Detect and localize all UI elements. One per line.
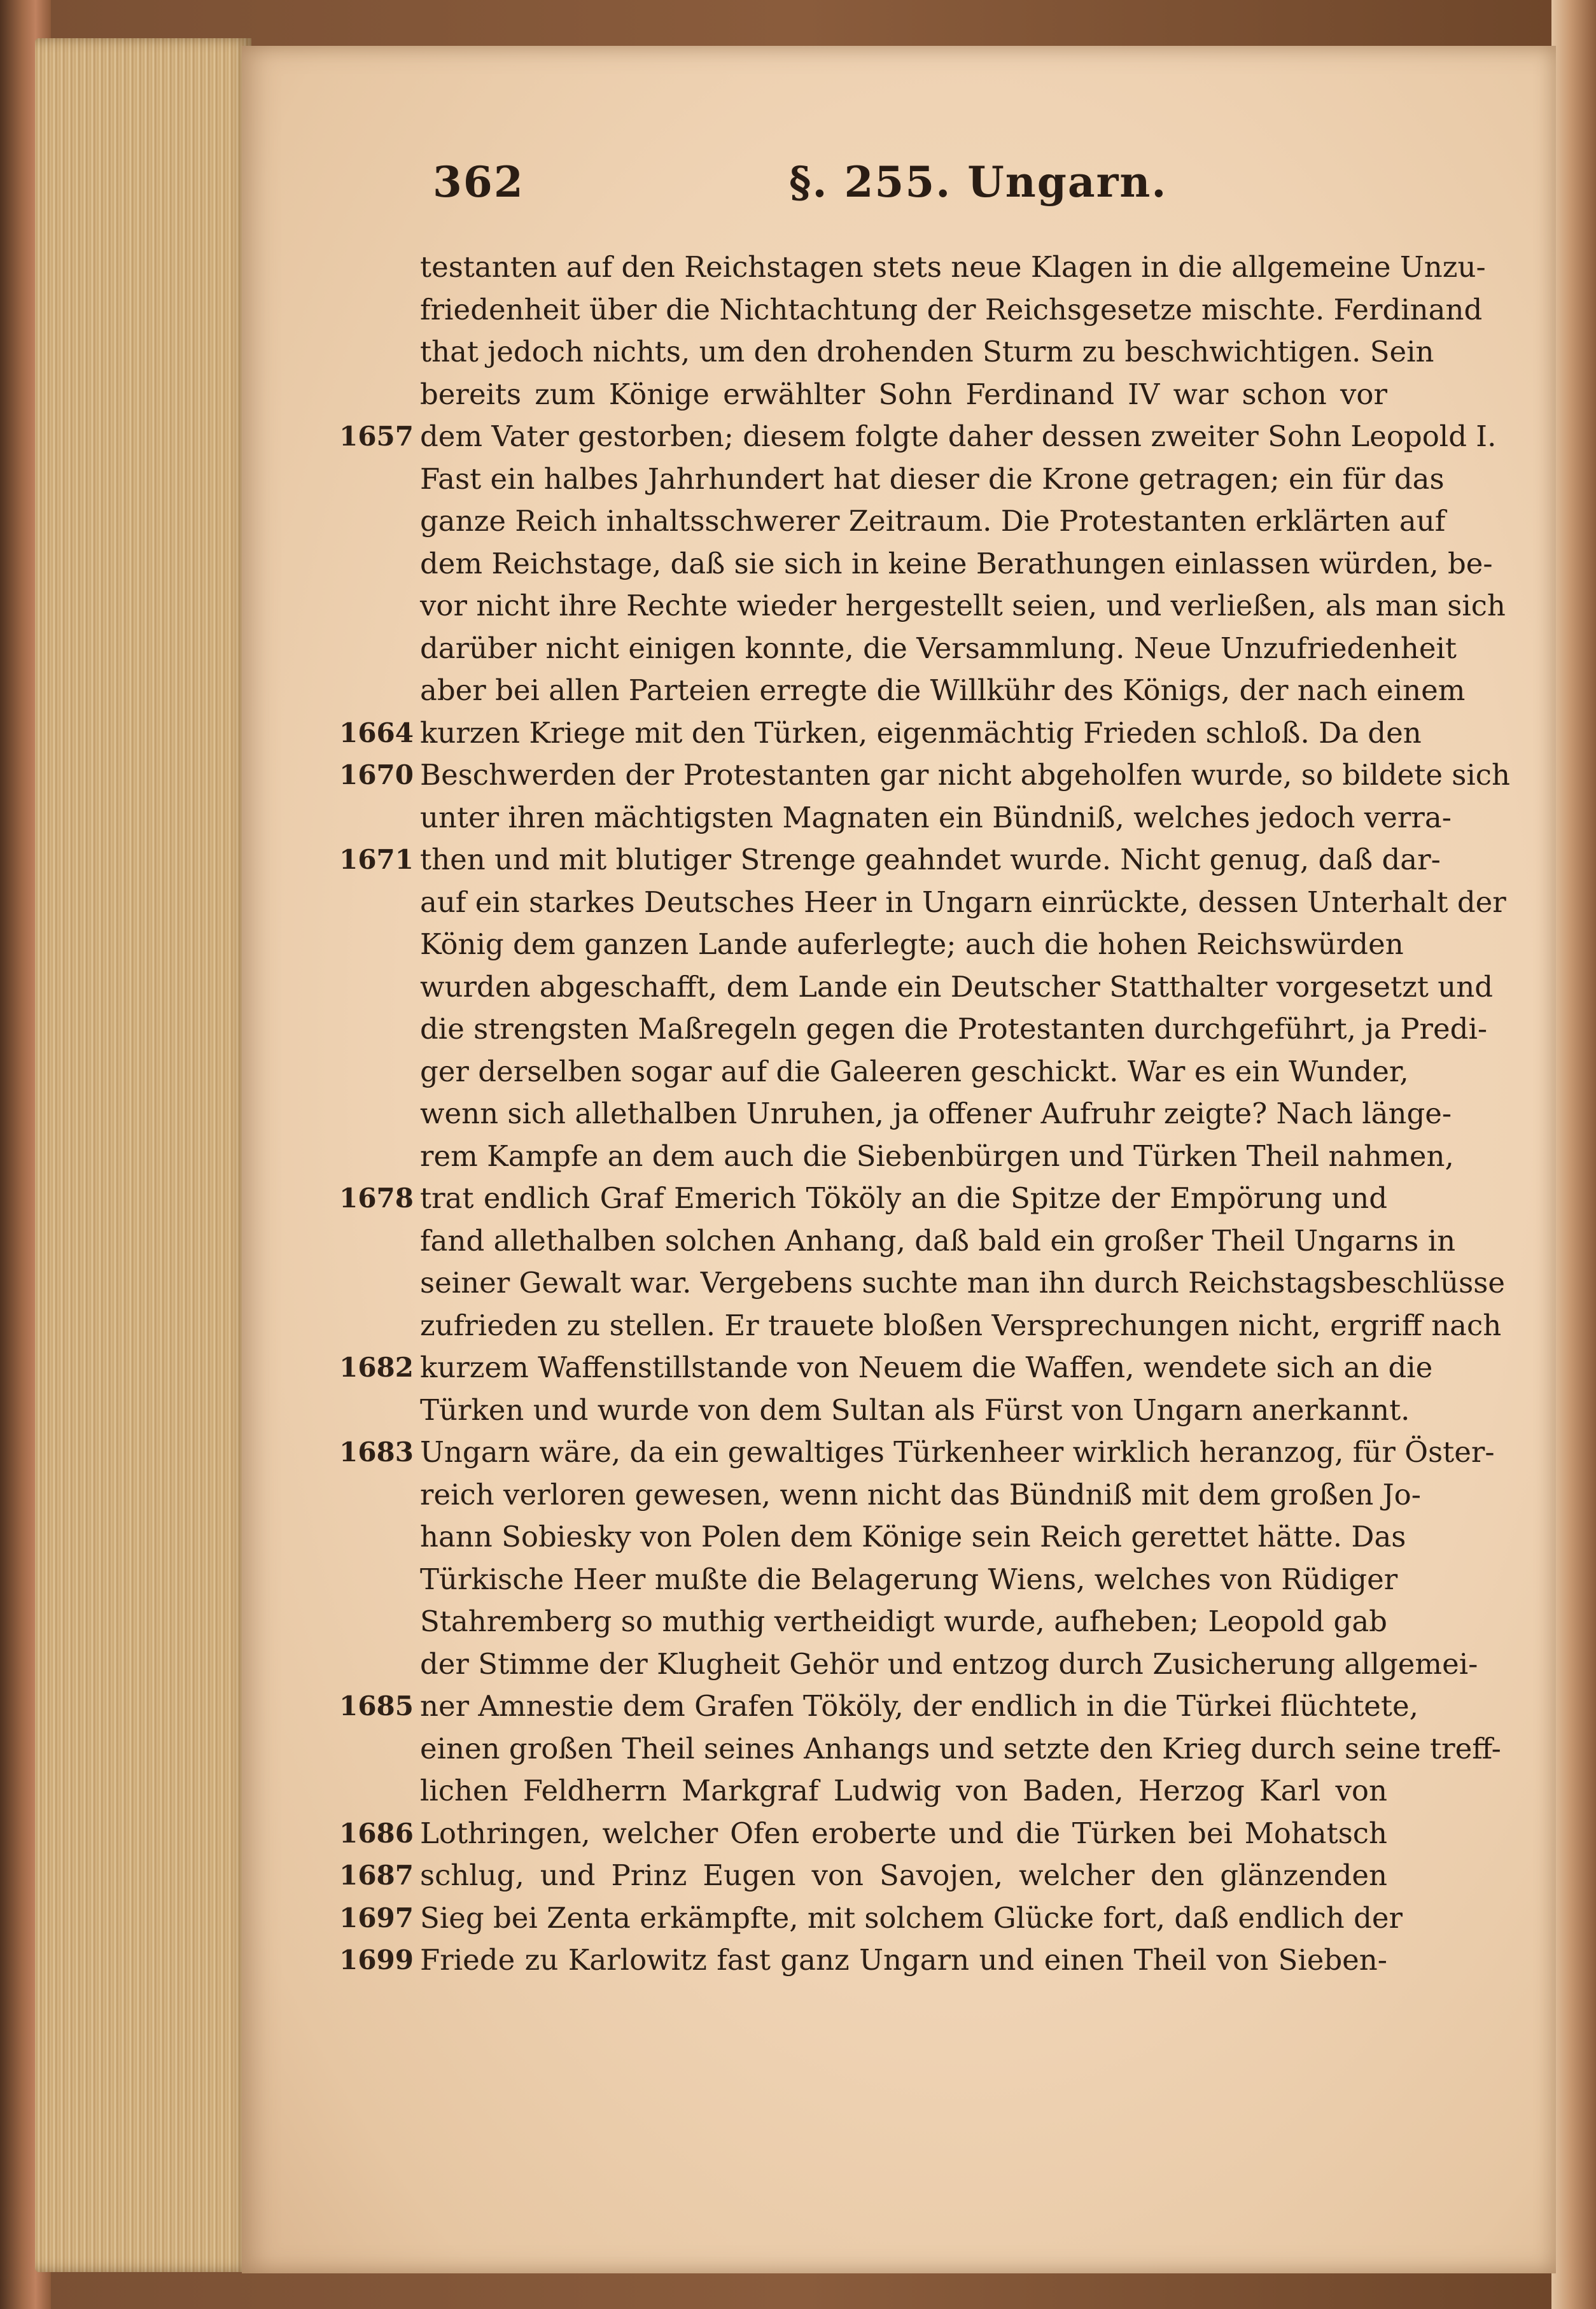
line-text: bereits zum Könige erwählter Sohn Ferdinand IV war schon vor xyxy=(420,377,1387,411)
line-text: wurden abgeschafft, dem Lande ein Deutscher Statthalter vorgesetzt und xyxy=(420,969,1494,1004)
text-line xyxy=(420,1135,1454,1178)
text-line xyxy=(420,585,1506,628)
text-line xyxy=(420,543,1493,586)
line-text: wenn sich allethalben Unruhen, ja offener Aufruhr zeigte? Nach länge- xyxy=(420,1097,1452,1130)
text-line xyxy=(339,1813,1387,1855)
margin-year: 1697 xyxy=(339,1902,414,1934)
margin-year: 1687 xyxy=(339,1860,414,1891)
line-text: die strengsten Maßregeln gegen die Protestanten durchgeführt, ja Predi- xyxy=(420,1012,1488,1046)
text-line xyxy=(339,1897,1403,1940)
line-text: trat endlich Graf Emerich Tököly an die Spitze der Empörung und xyxy=(420,1181,1387,1215)
text-line xyxy=(420,289,1483,332)
line-text: Fast ein halbes Jahrhundert hat dieser die Krone getragen; ein für das xyxy=(420,461,1445,496)
text-line xyxy=(420,1559,1398,1601)
text-line xyxy=(420,628,1457,670)
page-number: 362 xyxy=(433,157,524,207)
text-line xyxy=(420,1220,1456,1263)
line-text: Türken und wurde von dem Sultan als Fürst von Ungarn anerkannt. xyxy=(420,1393,1410,1427)
book-page xyxy=(242,46,1556,2273)
line-text: rem Kampfe an dem auch die Siebenbürgen und Türken Theil nahmen, xyxy=(420,1139,1454,1173)
text-line xyxy=(420,331,1434,374)
text-line xyxy=(420,1262,1505,1305)
line-text: zufrieden zu stellen. Er trauete bloßen Versprechungen nicht, ergriff nach xyxy=(420,1308,1502,1342)
line-text: reich verloren gewesen, wenn nicht das Bündniß mit dem großen Jo- xyxy=(420,1477,1421,1512)
line-text: Türkische Heer mußte die Belagerung Wiens, welches von Rüdiger xyxy=(420,1562,1398,1596)
text-line xyxy=(420,458,1445,501)
text-line xyxy=(420,1474,1421,1517)
line-text: ger derselben sogar auf die Galeeren geschickt. War es ein Wunder, xyxy=(420,1054,1409,1088)
text-line xyxy=(339,1347,1433,1389)
line-text: Stahremberg so muthig vertheidigt wurde, aufheben; Leopold gab xyxy=(420,1604,1387,1638)
line-text: vor nicht ihre Rechte wieder hergestellt seien, und verließen, als man sich xyxy=(420,589,1506,622)
line-text: ganze Reich inhaltsschwerer Zeitraum. Die Protestanten erklärten auf xyxy=(420,504,1446,538)
text-line xyxy=(339,1855,1387,1897)
text-line xyxy=(420,1516,1406,1559)
line-text: Ungarn wäre, da ein gewaltiges Türkenheer wirklich heranzog, für Öster- xyxy=(420,1435,1495,1469)
line-text: schlug, und Prinz Eugen von Savojen, welcher den glänzenden xyxy=(420,1858,1387,1892)
line-text: dem Vater gestorben; diesem folgte daher dessen zweiter Sohn Leopold I. xyxy=(420,419,1497,453)
line-text: hann Sobiesky von Polen dem Könige sein Reich gerettet hätte. Das xyxy=(420,1520,1406,1554)
margin-year: 1686 xyxy=(339,1817,414,1849)
text-line xyxy=(420,1728,1501,1771)
line-text: fand allethalben solchen Anhang, daß bald ein großer Theil Ungarns in xyxy=(420,1223,1456,1258)
margin-year: 1657 xyxy=(339,421,414,452)
text-line xyxy=(420,1305,1502,1347)
text-line xyxy=(420,966,1494,1009)
text-line xyxy=(420,670,1466,712)
facing-page-edge xyxy=(1551,0,1596,2309)
line-text: Friede zu Karlowitz fast ganz Ungarn und einen Theil von Sieben- xyxy=(420,1943,1387,1977)
section-title: §. 255. Ungarn. xyxy=(789,157,1168,207)
line-text: kurzen Kriege mit den Türken, eigenmächtig Frieden schloß. Da den xyxy=(420,715,1422,750)
line-text: König dem ganzen Lande auferlegte; auch die hohen Reichswürden xyxy=(420,927,1404,961)
line-text: lichen Feldherrn Markgraf Ludwig von Baden, Herzog Karl von xyxy=(420,1774,1387,1807)
line-text: dem Reichstage, daß sie sich in keine Berathungen einlassen würden, be- xyxy=(420,546,1493,580)
line-text: Lothringen, welcher Ofen eroberte und die Türken bei Mohatsch xyxy=(420,1816,1387,1850)
page-stack xyxy=(35,38,251,2272)
text-line xyxy=(420,1051,1409,1093)
line-text: that jedoch nichts, um den drohenden Sturm zu beschwichtigen. Sein xyxy=(420,335,1434,368)
text-line xyxy=(339,1685,1418,1728)
line-text: einen großen Theil seines Anhangs und setzte den Krieg durch seine treff- xyxy=(420,1731,1501,1765)
line-text: auf ein starkes Deutsches Heer in Ungarn einrückte, dessen Unterhalt der xyxy=(420,885,1506,919)
text-line xyxy=(420,881,1506,924)
line-text: Sieg bei Zenta erkämpfte, mit solchem Glücke fort, daß endlich der xyxy=(420,1900,1403,1935)
margin-year: 1682 xyxy=(339,1352,414,1383)
text-line xyxy=(420,1093,1452,1135)
text-line xyxy=(339,1431,1495,1474)
text-line xyxy=(420,923,1404,966)
line-text: darüber nicht einigen konnte, die Versammlung. Neue Unzufriedenheit xyxy=(420,631,1457,665)
text-line xyxy=(420,1601,1387,1643)
text-line xyxy=(420,1389,1410,1432)
body-text xyxy=(339,246,1510,1982)
line-text: friedenheit über die Nichtachtung der Reichsgesetze mischte. Ferdinand xyxy=(420,292,1483,326)
text-line xyxy=(420,374,1387,416)
line-text: der Stimme der Klugheit Gehör und entzog durch Zusicherung allgemei- xyxy=(420,1646,1478,1681)
text-line xyxy=(339,712,1422,755)
margin-year: 1699 xyxy=(339,1944,414,1976)
line-text: aber bei allen Parteien erregte die Willkühr des Königs, der nach einem xyxy=(420,673,1466,707)
margin-year: 1683 xyxy=(339,1436,414,1468)
text-line xyxy=(420,1770,1387,1813)
text-line xyxy=(339,1939,1387,1982)
text-line xyxy=(339,754,1510,797)
margin-year: 1664 xyxy=(339,717,414,748)
text-line xyxy=(420,246,1486,289)
margin-year: 1685 xyxy=(339,1690,414,1722)
line-text: Beschwerden der Protestanten gar nicht abgeholfen wurde, so bildete sich xyxy=(420,758,1510,792)
text-line xyxy=(339,839,1441,881)
running-header xyxy=(433,157,1387,234)
margin-year: 1678 xyxy=(339,1183,414,1214)
text-line xyxy=(339,1177,1387,1220)
text-line xyxy=(420,1008,1488,1051)
line-text: unter ihren mächtigsten Magnaten ein Bündniß, welches jedoch verra- xyxy=(420,800,1452,834)
text-line xyxy=(339,416,1497,458)
margin-year: 1670 xyxy=(339,759,414,790)
line-text: ner Amnestie dem Grafen Tököly, der endlich in die Türkei flüchtete, xyxy=(420,1689,1418,1723)
line-text: testanten auf den Reichstagen stets neue Klagen in die allgemeine Unzu- xyxy=(420,250,1486,284)
text-line xyxy=(420,500,1446,543)
line-text: then und mit blutiger Strenge geahndet wurde. Nicht genug, daß dar- xyxy=(420,843,1441,876)
text-line xyxy=(420,797,1452,839)
margin-year: 1671 xyxy=(339,844,414,875)
line-text: seiner Gewalt war. Vergebens suchte man ihn durch Reichstagsbeschlüsse xyxy=(420,1266,1505,1300)
line-text: kurzem Waffenstillstande von Neuem die Waffen, wendete sich an die xyxy=(420,1351,1433,1384)
text-line xyxy=(420,1643,1478,1686)
